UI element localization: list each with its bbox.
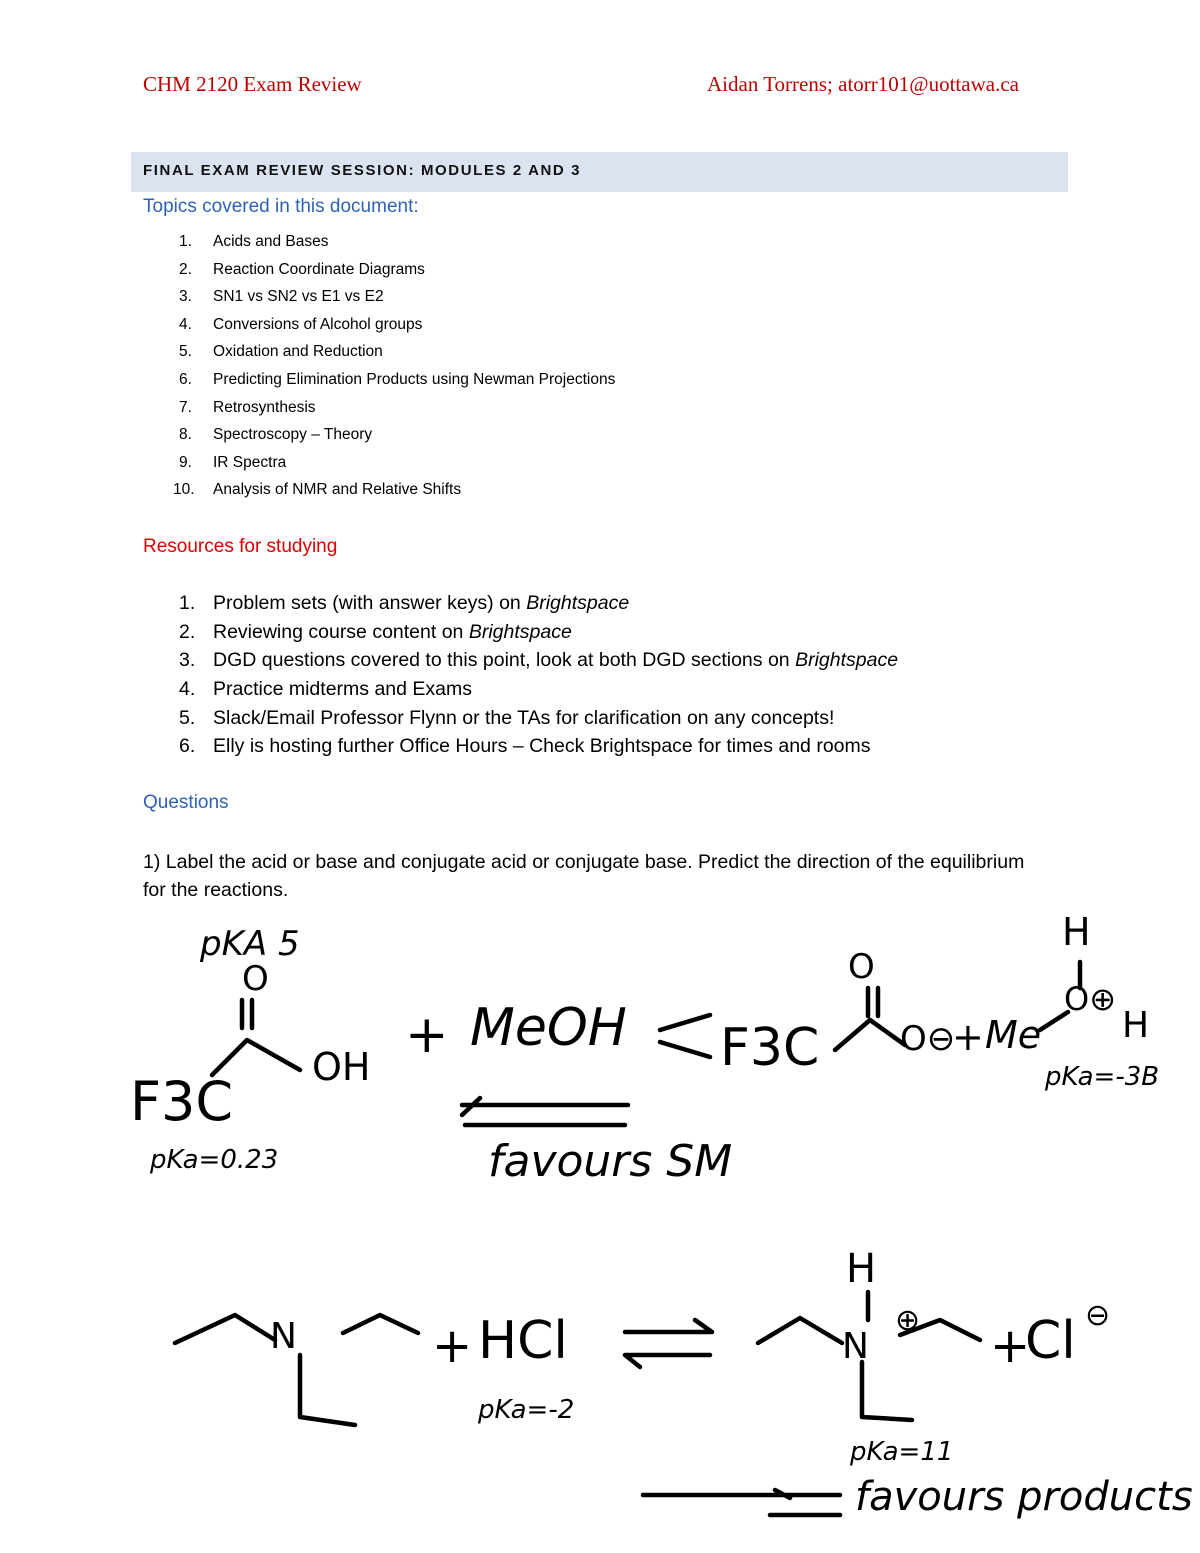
f3c-right: F3C	[720, 1018, 820, 1078]
pka-label: pKA 5	[200, 924, 300, 964]
f3c-left: F3C	[130, 1070, 234, 1133]
carboxylate-skeleton	[835, 1020, 905, 1050]
ethyl-chain-down	[300, 1355, 355, 1425]
ammonium-nitrogen: N	[842, 1326, 869, 1367]
plus-sign-1: +	[405, 1005, 449, 1065]
list-item: 2. Reaction Coordinate Diagrams	[179, 260, 425, 278]
header-course-title: CHM 2120 Exam Review	[143, 72, 362, 96]
hydrogen-ammonium: H	[846, 1246, 877, 1292]
pka-left: pKa=0.23	[150, 1145, 279, 1175]
pka-right: pKa=-3B	[1045, 1062, 1160, 1092]
list-item: 10. Analysis of NMR and Relative Shifts	[173, 481, 462, 499]
list-item: 1. Acids and Bases	[179, 233, 329, 250]
banner-title: FINAL EXAM REVIEW SESSION: MODULES 2 AND 3	[143, 162, 582, 179]
equilibrium-arrow-left-biased	[462, 1098, 628, 1115]
list-item: 4. Conversions of Alcohol groups	[179, 315, 423, 333]
list-item: 6. Elly is hosting further Office Hours – Check Brightspace for times and rooms	[179, 735, 871, 758]
hydrochloric-acid: HCl	[478, 1311, 568, 1371]
methanol: MeOH	[470, 998, 627, 1058]
list-item: 8. Spectroscopy – Theory	[179, 426, 373, 444]
hydrogen-top: H	[1062, 910, 1091, 954]
chloride-ion: Cl	[1025, 1311, 1076, 1371]
carboxylate-oxygen: O⊖	[900, 1019, 956, 1059]
list-item: 7. Retrosynthesis	[179, 398, 316, 416]
favours-sm-note: favours SM	[488, 1136, 733, 1187]
list-item: 3. SN1 vs SN2 vs E1 vs E2	[179, 288, 384, 306]
header-author-contact: Aidan Torrens; atorr101@uottawa.ca	[707, 72, 1019, 96]
list-item: 4. Practice midterms and Exams	[179, 678, 472, 701]
hydroxyl-group: OH	[312, 1045, 371, 1089]
list-item: 5. Oxidation and Reduction	[179, 343, 383, 361]
hydrogen-right: H	[1122, 1005, 1150, 1046]
oxonium-oxygen: O⊕	[1064, 980, 1116, 1018]
section-banner	[131, 152, 1068, 192]
equilibrium-arrow-1	[660, 1015, 710, 1057]
chloride-charge: ⊖	[1085, 1298, 1111, 1333]
topics-list	[143, 228, 615, 504]
resources-list	[143, 589, 898, 761]
carbonyl-oxygen-left: O	[242, 959, 269, 999]
pka-ammonium: pKa=11	[850, 1437, 954, 1467]
ethyl-chain-left-2	[758, 1318, 842, 1343]
topics-heading: Topics covered in this document:	[143, 196, 419, 217]
methyl-group: Me	[985, 1013, 1042, 1057]
plus-sign-4: +	[990, 1318, 1031, 1374]
list-item: 2. Reviewing course content on Brightspace	[179, 620, 572, 643]
reaction-2	[175, 1246, 1193, 1520]
list-item: 5. Slack/Email Professor Flynn or the TAs for clarification on any concepts!	[179, 706, 835, 729]
list-item: 1. Problem sets (with answer keys) on Brightspace	[179, 592, 630, 614]
carbonyl-oxygen-right: O	[848, 947, 875, 987]
questions-heading: Questions	[143, 792, 229, 813]
list-item: 6. Predicting Elimination Products using Newman Projections	[179, 370, 616, 388]
list-item: 9. IR Spectra	[179, 453, 287, 471]
ammonium-charge: ⊕	[895, 1303, 921, 1338]
resources-heading: Resources for studying	[143, 536, 338, 557]
equilibrium-arrow-2	[625, 1320, 712, 1367]
favours-products-note: favours products	[855, 1474, 1193, 1520]
amine-nitrogen-left: N	[270, 1316, 297, 1357]
ethyl-chain-left	[175, 1315, 275, 1343]
ethyl-chain-down-2	[862, 1362, 912, 1420]
list-item: 3. DGD questions covered to this point, look at both DGD sections on Brightspace	[179, 649, 899, 672]
forward-arrow	[643, 1490, 840, 1498]
question-1-text: 1) Label the acid or base and conjugate acid or conjugate base. Predict the direction of the equilibrium for the reactions.	[143, 851, 1025, 901]
plus-sign-3: +	[432, 1318, 473, 1374]
ethyl-chain-right	[343, 1315, 418, 1333]
handwritten-answers	[0, 900, 1200, 1553]
reaction-1	[130, 910, 1159, 1187]
plus-sign-2: +	[952, 1015, 984, 1059]
pka-hcl: pKa=-2	[478, 1395, 575, 1425]
